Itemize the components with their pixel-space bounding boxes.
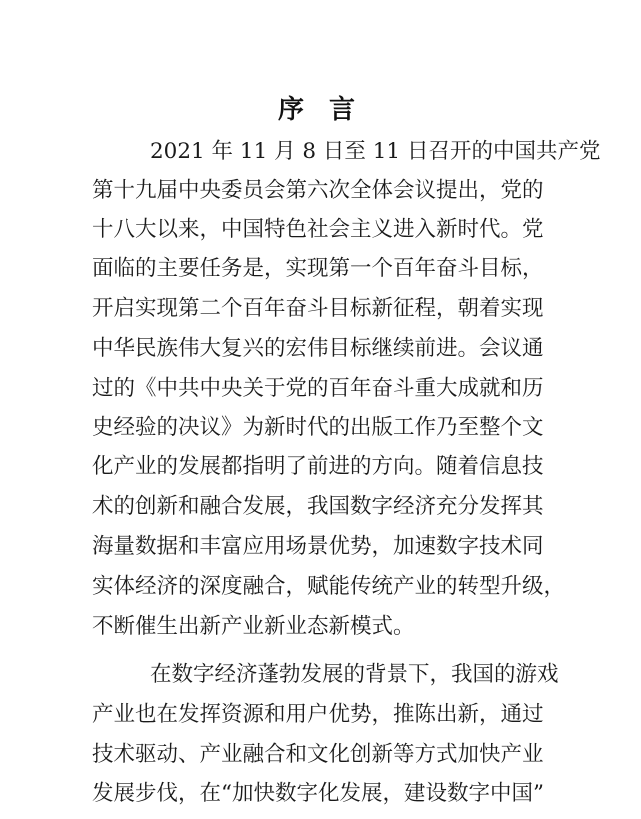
paragraph-line: 技术驱动、产业融合和文化创新等方式加快产业 <box>92 742 544 767</box>
paragraph-line: 中华民族伟大复兴的宏伟目标继续前进。会议通 <box>92 336 544 361</box>
paragraph-line: 实体经济的深度融合，赋能传统产业的转型升级， <box>92 574 566 599</box>
paragraph-line: 面临的主要任务是，实现第一个百年奋斗目标， <box>92 256 544 281</box>
paragraph-line: 过的《中共中央关于党的百年奋斗重大成就和历 <box>92 376 544 401</box>
paragraph-line: 不断催生出新产业新业态新模式。 <box>92 614 415 639</box>
page-title: 序 言 <box>277 95 364 125</box>
paragraph-line: 在数字经济蓬勃发展的背景下，我国的游戏 <box>150 662 559 687</box>
paragraph-line: 术的创新和融合发展，我国数字经济充分发挥其 <box>92 494 544 519</box>
paragraph-line: 第十九届中央委员会第六次全体会议提出，党的 <box>92 178 544 203</box>
paragraph-line: 产业也在发挥资源和用户优势，推陈出新，通过 <box>92 702 544 727</box>
paragraph-line: 化产业的发展都指明了前进的方向。随着信息技 <box>92 454 544 479</box>
paragraph-line: 2021 年 11 月 8 日至 11 日召开的中国共产党 <box>150 139 601 164</box>
paragraph-line: 开启实现第二个百年奋斗目标新征程，朝着实现 <box>92 296 544 321</box>
paragraph-line: 发展步伐，在“加快数字化发展，建设数字中国” <box>92 781 544 806</box>
paragraph-line: 十八大以来，中国特色社会主义进入新时代。党 <box>92 217 544 242</box>
paragraph-line: 海量数据和丰富应用场景优势，加速数字技术同 <box>92 534 544 559</box>
paragraph-line: 史经验的决议》为新时代的出版工作乃至整个文 <box>92 415 544 440</box>
